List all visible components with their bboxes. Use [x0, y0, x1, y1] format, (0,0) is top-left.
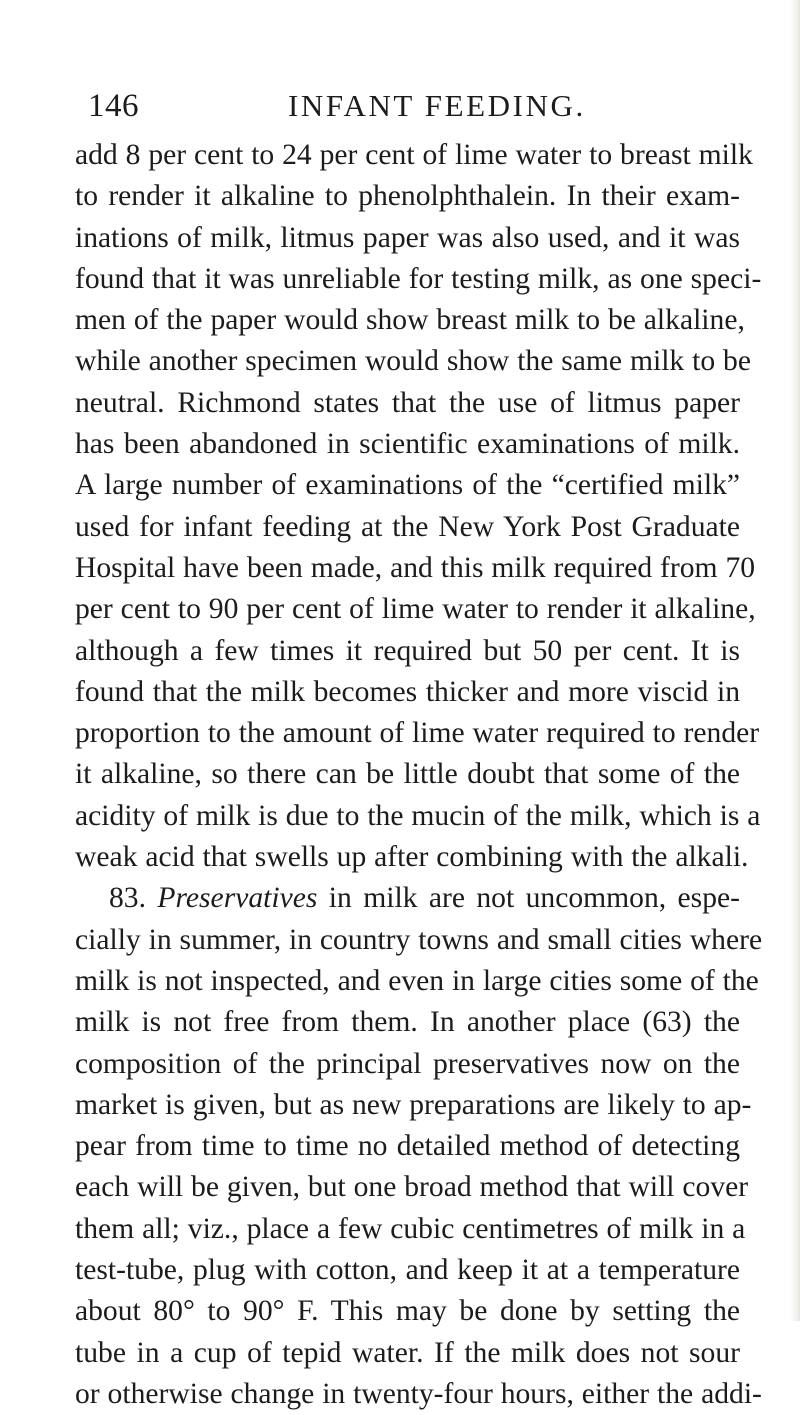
- text-line: pear from time to time no detailed method of detecting: [75, 1130, 740, 1163]
- text-line: composition of the principal preservatives now on the: [75, 1047, 740, 1080]
- text-line: test-tube, plug with cotton, and keep it at a temperature: [75, 1254, 740, 1287]
- text-line: milk is not inspected, and even in large cities some of the: [75, 964, 759, 997]
- text-line: milk is not free from them. In another place (63) the: [75, 1006, 740, 1039]
- body-text: [75, 135, 763, 1415]
- text-line: them all; viz., place a few cubic centimetres of milk in a: [75, 1212, 746, 1245]
- text-line: A large number of examinations of the “certified milk”: [75, 469, 740, 502]
- section-first-line-rest: in milk are not uncommon, espe-: [328, 882, 740, 915]
- text-line: it alkaline, so there can be little doubt that some of the: [75, 758, 740, 791]
- text-line: used for infant feeding at the New York Post Graduate: [75, 510, 740, 543]
- text-line: about 80° to 90° F. This may be done by setting the: [75, 1295, 740, 1328]
- text-line: per cent to 90 per cent of lime water to render it alkaline,: [75, 593, 756, 626]
- text-line: add 8 per cent to 24 per cent of lime water to breast milk: [75, 139, 753, 171]
- text-line: men of the paper would show breast milk to be alkaline,: [75, 304, 745, 337]
- text-line: Hospital have been made, and this milk required from 70: [75, 551, 756, 584]
- text-line: inations of milk, litmus paper was also used, and it was: [75, 221, 740, 254]
- page-header: [88, 88, 728, 132]
- text-line-paragraph-end: weak acid that swells up after combining with the alkali.: [75, 841, 749, 874]
- text-line: acidity of milk is due to the mucin of the milk, which is a: [75, 799, 761, 832]
- text-line: has been abandoned in scientific examinations of milk.: [75, 428, 740, 461]
- text-line: found that it was unreliable for testing milk, as one speci-: [75, 262, 762, 295]
- text-line: to render it alkaline to phenolphthalein. In their exam-: [75, 180, 740, 213]
- page-number: 146: [88, 88, 139, 124]
- section-83-first-line: [75, 878, 740, 919]
- text-line: tube in a cup of tepid water. If the milk does not sour: [75, 1336, 740, 1369]
- section-number: 83.: [109, 882, 146, 915]
- text-line: although a few times it required but 50 per cent. It is: [75, 634, 740, 667]
- text-line: cially in summer, in country towns and small cities where: [75, 923, 763, 956]
- text-line: neutral. Richmond states that the use of litmus paper: [75, 386, 740, 419]
- page-edge-shadow: [790, 0, 800, 1321]
- text-line: or otherwise change in twenty-four hours, either the addi-: [75, 1377, 762, 1410]
- text-line: proportion to the amount of lime water required to render: [75, 717, 760, 750]
- text-line: each will be given, but one broad method that will cover: [75, 1171, 749, 1204]
- section-term: Preservatives: [157, 882, 318, 915]
- running-title: INFANT FEEDING.: [288, 88, 586, 123]
- text-line: while another specimen would show the same milk to be: [75, 345, 751, 378]
- text-line: market is given, but as new preparations are likely to ap-: [75, 1088, 752, 1121]
- text-line: found that the milk becomes thicker and more viscid in: [75, 675, 740, 708]
